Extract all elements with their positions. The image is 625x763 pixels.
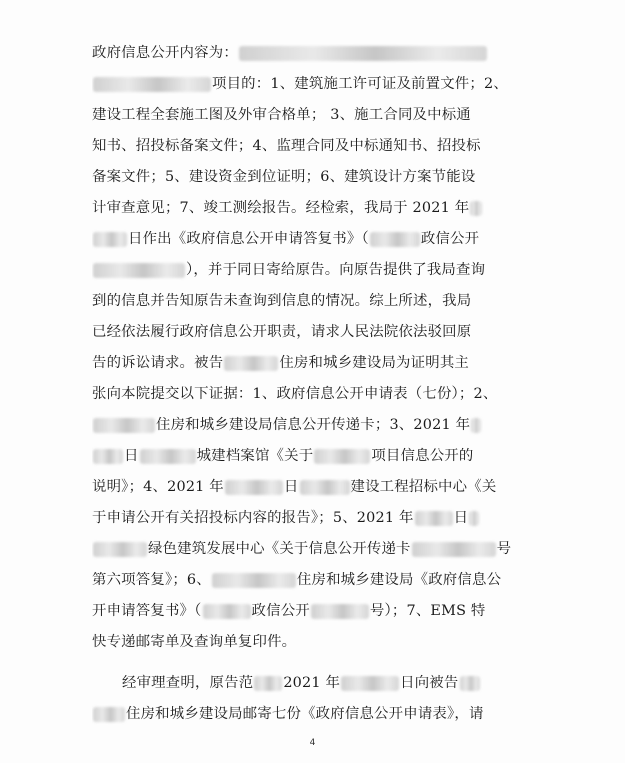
- text-line: 知书、招投标备案文件；4、监理合同及中标通知书、招投标: [92, 138, 481, 154]
- redaction-blur: [140, 449, 196, 464]
- text-line: 建设工程全套施工图及外审合格单； 3、施工合同及中标通: [92, 107, 471, 123]
- redaction-blur: [239, 46, 487, 61]
- redaction-blur: [469, 511, 479, 526]
- text-line: 备案文件；5、建设资金到位证明；6、建筑设计方案节能设: [92, 169, 476, 185]
- text-line: 已经依法履行政府信息公开职责，请求人民法院依法驳回原: [92, 324, 472, 340]
- text-line: 计审查意见；7、竣工测绘报告。经检索，我局于 2021 年: [92, 193, 522, 224]
- redaction-blur: [93, 542, 147, 557]
- text-line: 告的诉讼请求。被告 住房和城乡建设局为证明其主: [92, 355, 470, 371]
- redaction-blur: [224, 356, 278, 371]
- body-text: [92, 38, 522, 730]
- text-line: 住房和城乡建设局邮寄七份《政府信息公开申请表》，请: [92, 699, 522, 730]
- redaction-blur: [300, 480, 350, 495]
- paragraph-start-line: 经审理查明，原告范 2021 年 日向被告: [92, 668, 522, 699]
- text-line: 第六项答复》；6、 住房和城乡建设局《政府信息公: [92, 572, 502, 588]
- page-number: 4: [309, 738, 316, 748]
- text-line: 政府信息公开内容为：: [92, 38, 522, 69]
- redaction-blur: [415, 511, 453, 526]
- text-line: 住房和城乡建设局信息公开传递卡；3、2021 年: [92, 410, 522, 441]
- redaction-blur: [254, 676, 282, 691]
- redaction-blur: [412, 542, 496, 557]
- redaction-blur: [370, 232, 420, 247]
- redaction-blur: [470, 201, 482, 216]
- text-line: 说明》；4、2021 年 日 建设工程招标中心《关: [92, 479, 497, 495]
- text-line: 快专递邮寄单及查询单复印件。: [92, 634, 297, 650]
- redaction-blur: [314, 449, 370, 464]
- redaction-blur: [471, 418, 481, 433]
- text-line: 日 城建档案馆《关于 项目信息公开的: [92, 441, 522, 472]
- text-line: 开申请答复书》（ 政信公开 号）；7、EMS 特: [92, 603, 486, 619]
- redaction-blur: [93, 418, 155, 433]
- text-line: 日作出《政府信息公开申请答复书》（ 政信公开: [92, 224, 522, 255]
- redaction-blur: [311, 604, 369, 619]
- redaction-blur: [93, 449, 123, 464]
- text-line: 张向本院提交以下证据：1、政府信息公开申请表（七份）；2、: [92, 386, 498, 402]
- text-line: 到的信息并告知原告未查询到信息的情况。综上所述，我局: [92, 293, 472, 309]
- redaction-blur: [93, 77, 211, 92]
- text-line: 于申请公开有关招投标内容的报告》；5、2021 年 日: [92, 503, 522, 534]
- redaction-blur: [93, 232, 127, 247]
- redaction-blur: [460, 676, 480, 691]
- text-line: 绿色建筑发展中心《关于信息公开传递卡 号: [92, 534, 522, 565]
- text-line: ），并于同日寄给原告。向原告提供了我局查询: [92, 255, 522, 286]
- redaction-blur: [341, 676, 399, 691]
- redaction-blur: [93, 707, 125, 722]
- redaction-blur: [212, 573, 296, 588]
- text-line: 项目的：1、建筑施工许可证及前置文件；2、: [92, 69, 522, 100]
- redaction-blur: [225, 480, 283, 495]
- redaction-blur: [93, 263, 185, 278]
- redaction-blur: [203, 604, 251, 619]
